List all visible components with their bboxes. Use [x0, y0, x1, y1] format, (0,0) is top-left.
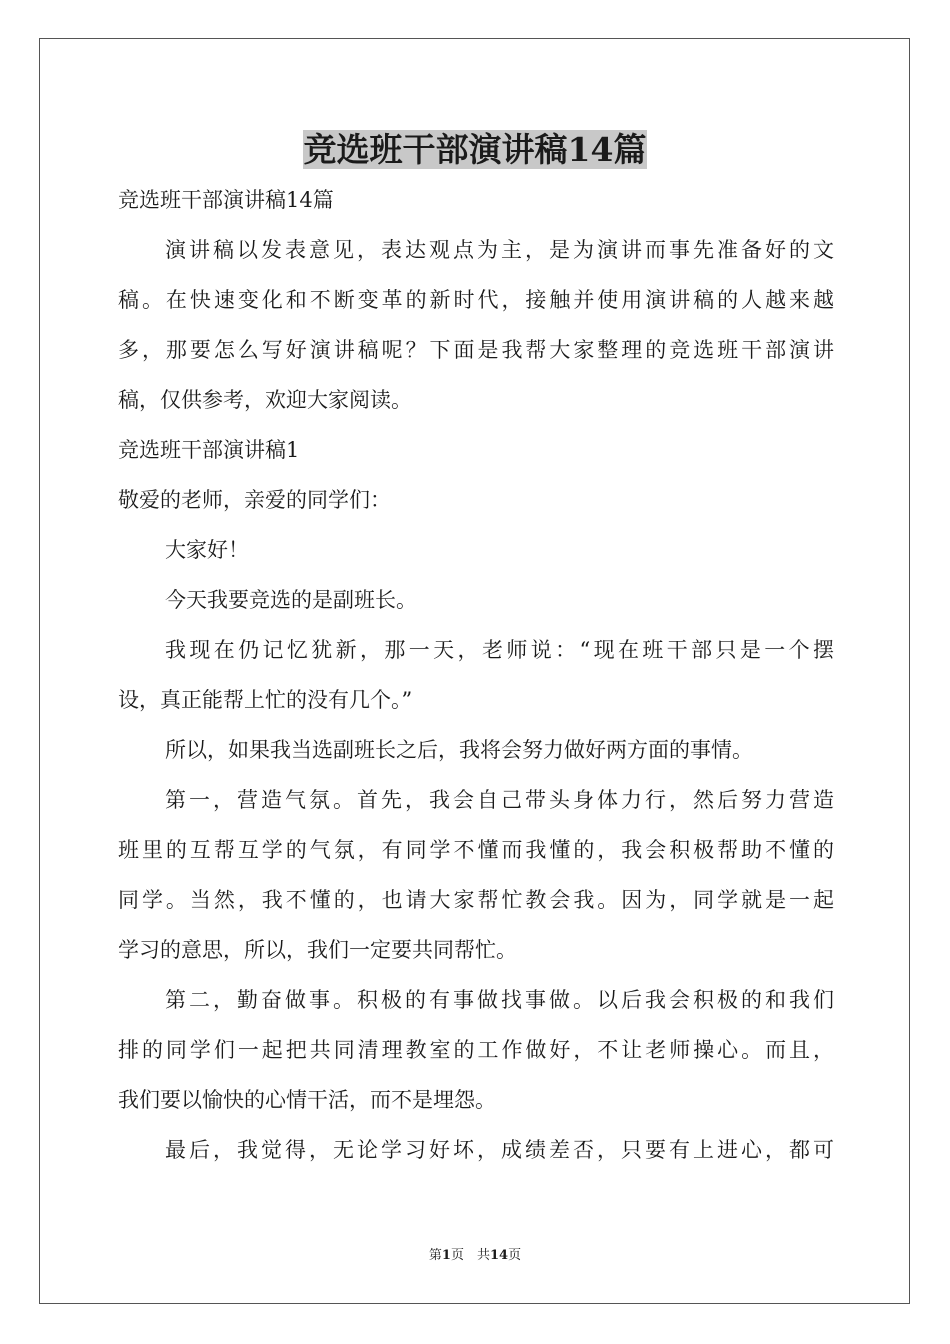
text-line: 稿，仅供参考，欢迎大家阅读。: [118, 388, 412, 412]
text-line: 我现在仍记忆犹新，那一天，老师说：“现在班干部只是一个摆: [165, 638, 834, 662]
footer-page-current: 1: [441, 1248, 451, 1263]
page-footer: [0, 1246, 950, 1266]
text-line: 大家好！: [165, 538, 249, 562]
text-line: 竞选班干部演讲稿1: [118, 438, 300, 462]
text-line: 设，真正能帮上忙的没有几个。”: [118, 688, 413, 712]
text-line: 多，那要怎么写好演讲稿呢？下面是我帮大家整理的竞选班干部演讲: [118, 338, 834, 362]
text-line: 学习的意思，所以，我们一定要共同帮忙。: [118, 938, 517, 962]
text-line: 最后，我觉得，无论学习好坏，成绩差否，只要有上进心，都可: [165, 1138, 834, 1162]
text-line: 演讲稿以发表意见，表达观点为主，是为演讲而事先准备好的文: [165, 238, 834, 262]
text-line: 今天我要竞选的是副班长。: [165, 588, 417, 612]
footer-page-mid: 页 共: [450, 1248, 490, 1263]
footer-page-total: 14: [489, 1248, 509, 1263]
text-line: 排的同学们一起把共同清理教室的工作做好，不让老师操心。而且，: [118, 1038, 834, 1062]
text-line: 同学。当然，我不懂的，也请大家帮忙教会我。因为，同学就是一起: [118, 888, 834, 912]
document-title-text: 竞选班干部演讲稿14篇: [303, 130, 647, 169]
text-line: 竞选班干部演讲稿14篇: [118, 188, 334, 212]
text-line: 敬爱的老师，亲爱的同学们：: [118, 488, 391, 512]
text-line: 第二，勤奋做事。积极的有事做找事做。以后我会积极的和我们: [165, 988, 834, 1012]
document-body: [118, 175, 834, 1175]
footer-page-suffix: 页: [508, 1248, 522, 1263]
footer-page-prefix: 第: [428, 1248, 442, 1263]
document-title: [0, 128, 950, 172]
text-line: 所以，如果我当选副班长之后，我将会努力做好两方面的事情。: [165, 738, 753, 762]
text-line: 第一，营造气氛。首先，我会自己带头身体力行，然后努力营造: [165, 788, 834, 812]
text-line: 班里的互帮互学的气氛，有同学不懂而我懂的，我会积极帮助不懂的: [118, 838, 834, 862]
text-line: 稿。在快速变化和不断变革的新时代，接触并使用演讲稿的人越来越: [118, 288, 834, 312]
text-line: 我们要以愉快的心情干活，而不是埋怨。: [118, 1088, 496, 1112]
